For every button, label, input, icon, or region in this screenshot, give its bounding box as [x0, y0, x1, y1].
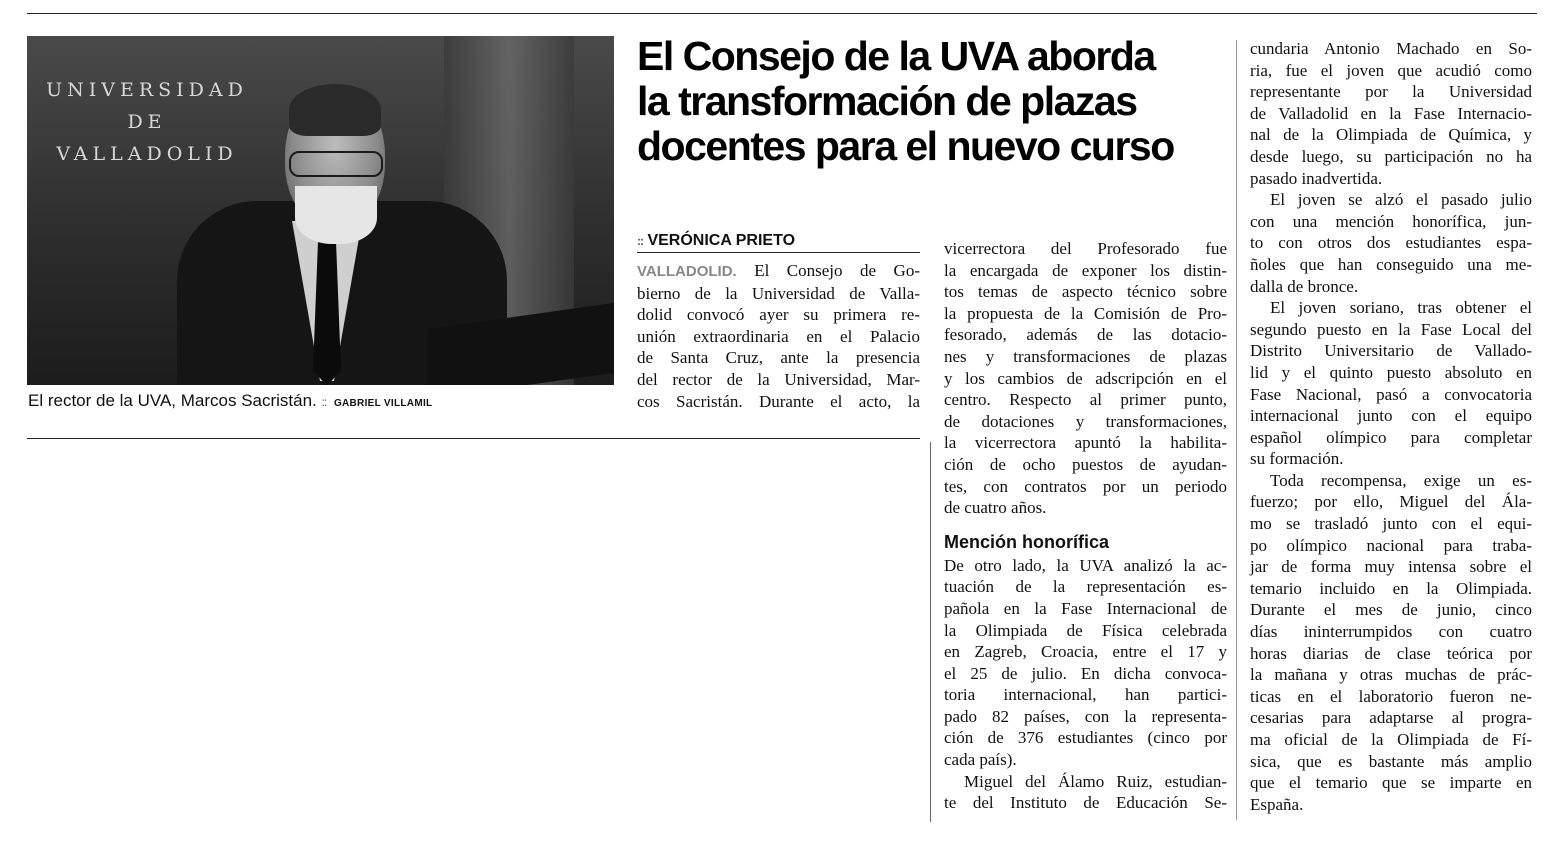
wall-text-line: VALLADOLID: [56, 143, 238, 165]
body-line: español olímpico para completar: [1250, 427, 1532, 447]
body-line: Miguel del Álamo Ruiz, estudian-: [964, 771, 1227, 791]
body-line: pañola en la Fase Internacional de: [944, 598, 1227, 618]
column-divider-left: [930, 442, 931, 822]
paragraph: [1250, 297, 1532, 470]
body-line: ción de 376 estudiantes (cinco por: [944, 728, 1227, 748]
body-line: días ininterrumpidos con cuatro: [1250, 622, 1532, 642]
body-line: segundo puesto en la Fase Local del: [1250, 319, 1532, 339]
body-line: sica, que es bastante más amplio: [1250, 751, 1532, 771]
headline: [637, 34, 1237, 169]
paragraph: [944, 555, 1227, 771]
photo-glasses: [289, 151, 383, 177]
body-line: de dotaciones y transformaciones,: [944, 411, 1227, 431]
body-line: en Zagreb, Croacia, entre el 17 y: [944, 642, 1227, 662]
body-line: de Santa Cruz, ante la presencia: [637, 348, 920, 368]
body-line: de Valladolid en la Fase Internacio-: [1250, 103, 1532, 123]
body-line: cada país).: [944, 750, 1017, 770]
body-line: fuerzo; por ello, Miguel del Ála-: [1250, 492, 1532, 512]
top-rule: [27, 13, 1537, 14]
caption-text: El rector de la UVA, Marcos Sacristán.: [28, 391, 317, 410]
body-line: vicerrectora del Profesorado fue: [944, 239, 1227, 258]
body-line: cesarias para adaptarse al progra-: [1250, 708, 1532, 728]
article-column-3: [1250, 38, 1532, 815]
headline-line: la transformación de plazas: [637, 78, 1137, 124]
body-line: pasado inadvertida.: [1250, 168, 1383, 188]
dateline: VALLADOLID.: [637, 263, 737, 280]
body-line: po olímpico nacional para traba-: [1250, 535, 1532, 555]
body-line: bierno de la Universidad de Valla-: [637, 283, 920, 303]
body-line: pado 82 países, con la representa-: [944, 706, 1227, 726]
wall-text-line: DE: [127, 111, 167, 133]
paragraph: [1250, 470, 1532, 816]
paragraph: [944, 771, 1227, 814]
body-line: el 25 de julio. En dicha convoca-: [944, 663, 1227, 683]
body-line: ñoles que han conseguido una me-: [1250, 254, 1532, 274]
body-line: tos temas de aspecto técnico sobre: [944, 282, 1227, 302]
body-line: y los cambios de adscripción en el: [944, 368, 1227, 388]
body-line: de cuatro años.: [944, 498, 1047, 518]
body-line: Durante el mes de junio, cinco: [1250, 600, 1532, 620]
body-line: su formación.: [1250, 449, 1344, 469]
byline-author: VERÓNICA PRIETO: [647, 232, 796, 249]
body-line: con una mención honorífica, jun-: [1250, 211, 1532, 231]
body-line: desde luego, su participación no ha: [1250, 146, 1532, 166]
byline-marker: ::: [637, 234, 643, 248]
body-line: lid y el quinto puesto absoluto en: [1250, 362, 1532, 382]
body-line: unión extraordinaria en el Palacio: [637, 326, 920, 346]
body-line: fesorado, además de las dotacio-: [944, 325, 1227, 345]
body-line: la encargada de exponer los distin-: [944, 260, 1227, 280]
body-line: horas diarias de clase teórica por: [1250, 643, 1532, 663]
body-line: dalla de bronce.: [1250, 276, 1359, 296]
body-line: ma oficial de la Olimpiada de Fí-: [1250, 730, 1532, 749]
photo-hair: [289, 84, 381, 136]
headline-line: El Consejo de la UVA aborda: [637, 33, 1155, 79]
bottom-left-rule: [27, 438, 920, 439]
body-line: la Olimpiada de Física celebrada: [944, 620, 1227, 640]
body-line: la propuesta de la Comisión de Pro-: [944, 303, 1227, 323]
headline-line: docentes para el nuevo curso: [637, 123, 1174, 169]
body-line: ria, fue el joven que acudió como: [1250, 60, 1532, 80]
body-line: mo se trasladó junto con el equi-: [1250, 514, 1532, 534]
body-line: del rector de la Universidad, Mar-: [637, 369, 920, 389]
byline: [637, 232, 920, 253]
body-line: nal de la Olimpiada de Química, y: [1250, 125, 1532, 145]
body-line: España.: [1250, 794, 1304, 814]
body-line: Distrito Universitario de Vallado-: [1250, 341, 1532, 361]
body-line: El joven soriano, tras obtener el: [1270, 298, 1532, 318]
body-line: la mañana y otras muchas de prác-: [1250, 665, 1532, 685]
body-line: dolid convocó ayer su primera re-: [637, 305, 920, 325]
body-line: Fase Nacional, pasó a convocatoria: [1250, 384, 1532, 404]
body-line: ción de ocho puestos de ayudan-: [944, 454, 1227, 474]
body-line: to con otros dos estudiantes espa-: [1250, 233, 1532, 253]
rector-photo: [27, 36, 614, 385]
photo-beard: [295, 186, 377, 244]
body-text: El Consejo de Go-: [736, 261, 920, 280]
paragraph: [1250, 189, 1532, 297]
body-line: De otro lado, la UVA analizó la ac-: [944, 555, 1227, 575]
body-line: cundaria Antonio Machado en So-: [1250, 39, 1532, 58]
body-line: te del Instituto de Educación Se-: [944, 793, 1227, 813]
article-column-1: [637, 260, 920, 412]
body-line: cos Sacristán. Durante el acto, la: [637, 391, 920, 411]
photo-caption: [28, 391, 432, 411]
body-line: la vicerrectora apuntó la habilita-: [944, 433, 1227, 453]
section-subhead: Mención honorífica: [944, 531, 1110, 552]
body-line: internacional junto con el equipo: [1250, 406, 1532, 426]
body-line: que el temario que se imparte en: [1250, 773, 1532, 793]
body-line: nes y transformaciones de plazas: [944, 346, 1227, 366]
body-line: [637, 260, 920, 283]
body-line: representante por la Universidad: [1250, 82, 1532, 102]
body-line: Toda recompensa, exige un es-: [1270, 470, 1532, 490]
body-line: temario incluido en la Olimpiada.: [1250, 578, 1532, 598]
body-line: tes, con contratos por un periodo: [944, 476, 1227, 496]
body-line: toria internacional, han partici-: [944, 685, 1227, 705]
body-line: ticas en el laboratorio fueron ne-: [1250, 686, 1532, 706]
body-line: centro. Respecto al primer punto,: [944, 390, 1227, 410]
body-line: tuación de la representación es-: [944, 577, 1227, 597]
photo-credit: GABRIEL VILLAMIL: [333, 398, 433, 409]
paragraph: [944, 238, 1227, 519]
body-line: El joven se alzó el pasado julio: [1270, 190, 1532, 210]
article-column-2: [944, 238, 1227, 814]
credit-marker: ::: [321, 395, 327, 409]
photo-wall-text: [27, 74, 267, 170]
paragraph: [1250, 38, 1532, 189]
wall-text-line: UNIVERSIDAD: [46, 79, 248, 101]
body-line: jar de forma muy intensa sobre el: [1250, 557, 1532, 577]
